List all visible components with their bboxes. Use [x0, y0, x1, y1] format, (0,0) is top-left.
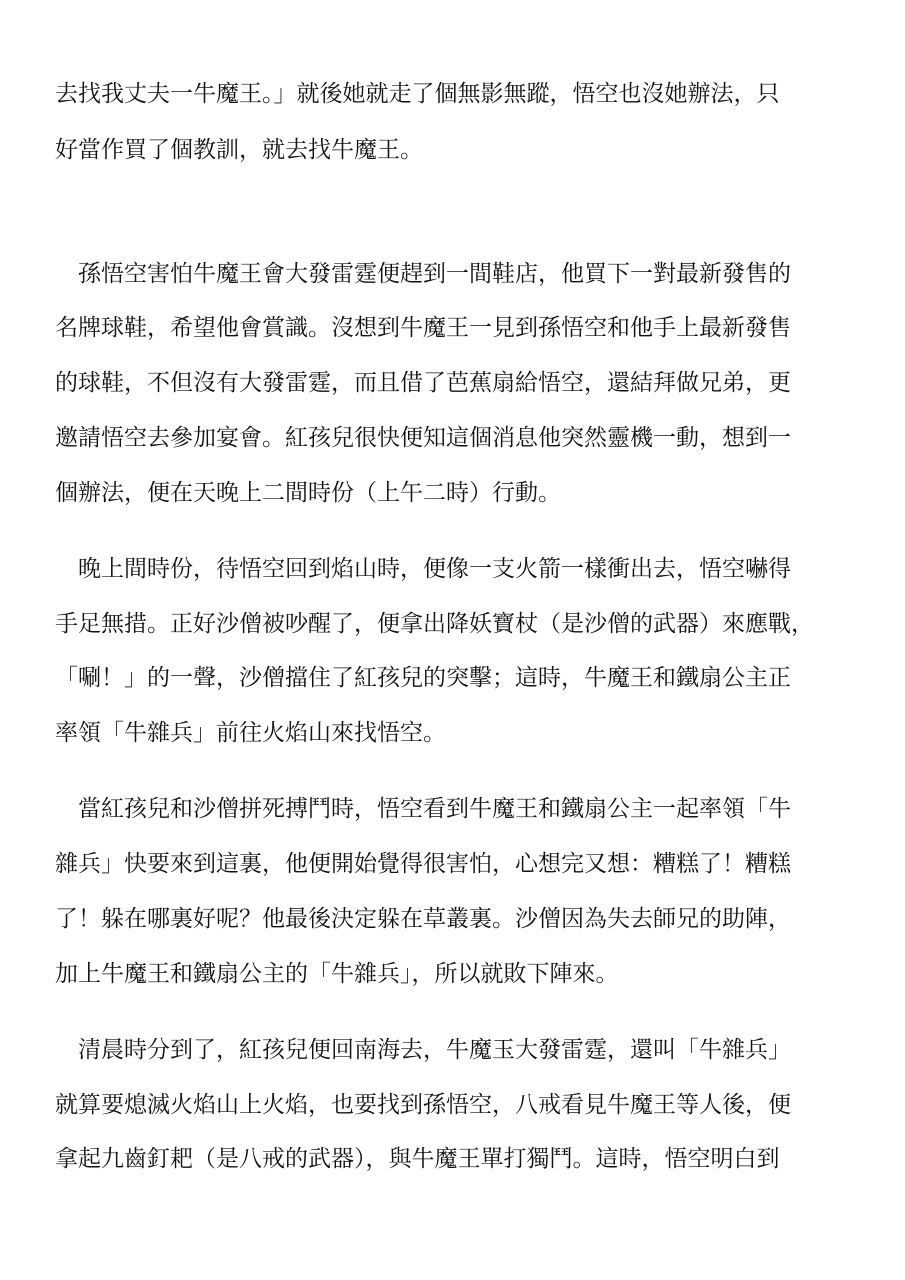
text-line-7: 個辦法，便在天晚上二間時份（上午二時）行動。: [55, 480, 561, 506]
text-line-13: 雜兵」快要來到這裏，他便開始覺得很害怕，心想完又想：糟糕了！糟糕: [55, 851, 791, 877]
text-line-1: 去找我丈夫一牛魔王。」就後她就走了個無影無蹤，悟空也沒她辦法，只: [55, 81, 780, 107]
text-line-12: 當紅孩兒和沙僧拼死搏鬥時，悟空看到牛魔王和鐵扇公主一起率領「牛: [55, 796, 791, 822]
text-line-6: 邀請悟空去參加宴會。紅孩兒很快便知這個消息他突然靈機一動，想到一: [55, 425, 791, 451]
text-line-14: 了！躲在哪裏好呢？他最後決定躲在草叢裏。沙僧因為失去師兄的助陣，: [55, 906, 791, 932]
text-line-2: 好當作買了個教訓，就去找牛魔王。: [55, 137, 423, 163]
text-line-10: 「唰！」的一聲，沙僧擋住了紅孩兒的突擊；這時，牛魔王和鐵扇公主正: [55, 665, 791, 691]
text-line-18: 拿起九齒釘耙（是八戒的武器），與牛魔王單打獨鬥。這時，悟空明白到: [55, 1146, 780, 1172]
text-line-5: 的球鞋，不但沒有大發雷霆，而且借了芭蕉扇給悟空，還結拜做兄弟，更: [55, 370, 791, 396]
text-line-11: 率領「牛雜兵」前往火焰山來找悟空。: [55, 720, 446, 746]
text-line-3: 孫悟空害怕牛魔王會大發雷霆便趕到一間鞋店，他買下一對最新發售的: [55, 261, 791, 287]
text-line-8: 晚上間時份，待悟空回到焰山時，便像一支火箭一樣衝出去，悟空嚇得: [55, 556, 791, 582]
text-line-16: 清晨時分到了，紅孩兒便回南海去，牛魔玉大發雷霆，還叫「牛雜兵」: [55, 1037, 791, 1063]
text-line-9: 手足無措。正好沙僧被吵醒了，便拿出降妖寶杖（是沙僧的武器）來應戰，: [55, 611, 814, 637]
text-line-4: 名牌球鞋，希望他會賞識。沒想到牛魔王一見到孫悟空和他手上最新發售: [55, 315, 791, 341]
text-line-17: 就算要熄滅火焰山上火焰，也要找到孫悟空，八戒看見牛魔王等人後，便: [55, 1092, 791, 1118]
text-line-15: 加上牛魔王和鐵扇公主的「牛雜兵」，所以就敗下陣來。: [55, 961, 619, 987]
